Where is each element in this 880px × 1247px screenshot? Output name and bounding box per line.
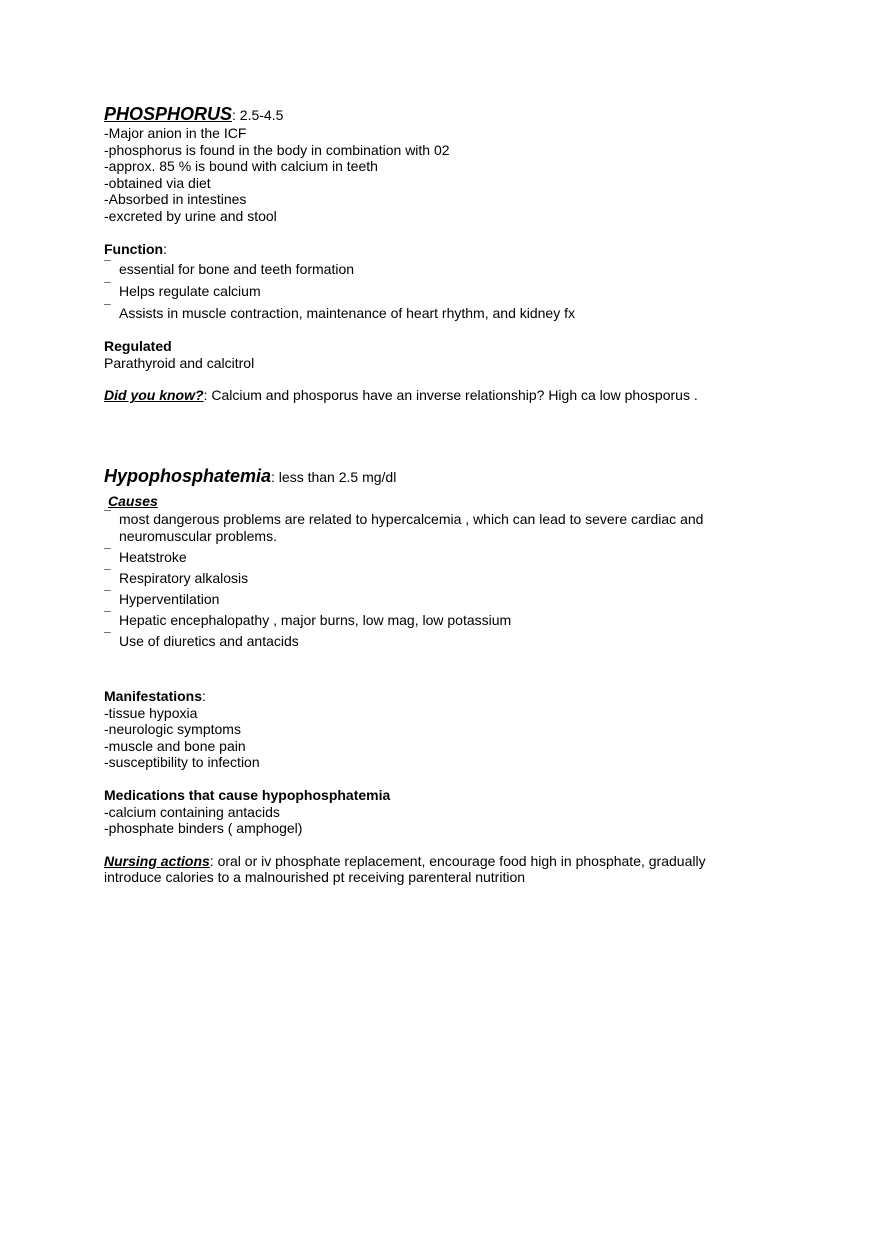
function-item-text: Helps regulate calcium: [119, 283, 261, 300]
phosphorus-line: -Absorbed in intestines: [104, 191, 247, 208]
phosphorus-title-line: [104, 104, 764, 125]
manifestations-heading-line: [104, 688, 764, 705]
function-colon: :: [163, 240, 167, 257]
list-item: [104, 609, 764, 629]
regulated-heading: Regulated: [104, 338, 172, 355]
phosphorus-range: : 2.5-4.5: [232, 107, 284, 123]
dash-marker-icon: ¯: [104, 630, 111, 644]
dash-marker-icon: ¯: [104, 588, 111, 603]
cause-item-text: Use of diuretics and antacids: [119, 633, 299, 649]
phosphorus-line: -phosphorus is found in the body in combination with 02: [104, 141, 450, 158]
phosphorus-line: -Major anion in the ICF: [104, 125, 247, 141]
did-you-know-text: : Calcium and phosporus have an inverse relationship? High ca low phosporus .: [203, 387, 698, 404]
dash-marker-icon: ¯: [104, 258, 111, 273]
medication-line: -phosphate binders ( amphogel): [104, 820, 303, 837]
cause-item-text: most dangerous problems are related to hypercalcemia , which can lead to severe cardiac and neuromuscular problems.: [119, 511, 704, 545]
did-you-know-line: [104, 387, 764, 404]
dash-marker-icon: ¯: [104, 546, 111, 561]
nursing-actions-paragraph: [104, 853, 764, 886]
manifestation-line: -tissue hypoxia: [104, 704, 198, 721]
document-content: [104, 104, 764, 886]
manifestations-colon: :: [202, 687, 206, 704]
did-you-know-label: Did you know?: [104, 387, 204, 404]
phosphorus-line: -excreted by urine and stool: [104, 207, 277, 224]
function-heading: Function: [104, 240, 164, 257]
dash-marker-icon: ¯: [104, 508, 111, 523]
dash-marker-icon: ¯: [104, 609, 111, 624]
manifestation-line: -muscle and bone pain: [104, 737, 246, 754]
manifestations-heading: Manifestations: [104, 687, 203, 704]
causes-heading: Causes: [108, 492, 158, 509]
list-item: [104, 302, 764, 322]
function-item-text: essential for bone and teeth formation: [119, 261, 355, 278]
list-item: [104, 546, 764, 566]
regulated-text: Parathyroid and calcitrol: [104, 354, 255, 371]
function-list: [104, 258, 764, 322]
list-item: [104, 567, 764, 587]
list-item: [104, 280, 764, 300]
hypophosphatemia-title-line: [104, 466, 764, 487]
list-item: [104, 258, 764, 278]
cause-item-text: Heatstroke: [119, 549, 187, 566]
nursing-actions-text: : oral or iv phosphate replacement, encourage food high in phosphate, gradually introduce calories to a malnourished pt receiving parenteral nutrition: [104, 852, 706, 886]
causes-list: [104, 508, 764, 649]
medication-line: -calcium containing antacids: [104, 803, 280, 820]
phosphorus-title: PHOSPHORUS: [104, 104, 233, 124]
cause-item-text: Hepatic encephalopathy , major burns, low mag, low potassium: [119, 612, 512, 629]
dash-marker-icon: ¯: [104, 567, 111, 582]
list-item: [104, 508, 764, 545]
phosphorus-line: -obtained via diet: [104, 174, 211, 191]
hypophosphatemia-range: : less than 2.5 mg/dl: [271, 468, 397, 485]
causes-heading-line: [104, 493, 764, 510]
manifestation-line: -neurologic symptoms: [104, 721, 241, 738]
function-heading-line: [104, 241, 764, 258]
cause-item-text: Respiratory alkalosis: [119, 570, 249, 587]
hypophosphatemia-title: Hypophosphatemia: [104, 465, 272, 486]
nursing-actions-label: Nursing actions: [104, 852, 210, 869]
dash-marker-icon: ¯: [104, 280, 111, 295]
list-item: [104, 588, 764, 608]
medications-heading: Medications that cause hypophosphatemia: [104, 786, 391, 803]
dash-marker-icon: ¯: [104, 302, 111, 317]
function-item-text: Assists in muscle contraction, maintenance of heart rhythm, and kidney fx: [119, 305, 575, 322]
list-item: [104, 630, 764, 650]
manifestation-line: -susceptibility to infection: [104, 754, 260, 771]
cause-item-text: Hyperventilation: [119, 591, 220, 608]
phosphorus-line: -approx. 85 % is bound with calcium in teeth: [104, 158, 378, 175]
